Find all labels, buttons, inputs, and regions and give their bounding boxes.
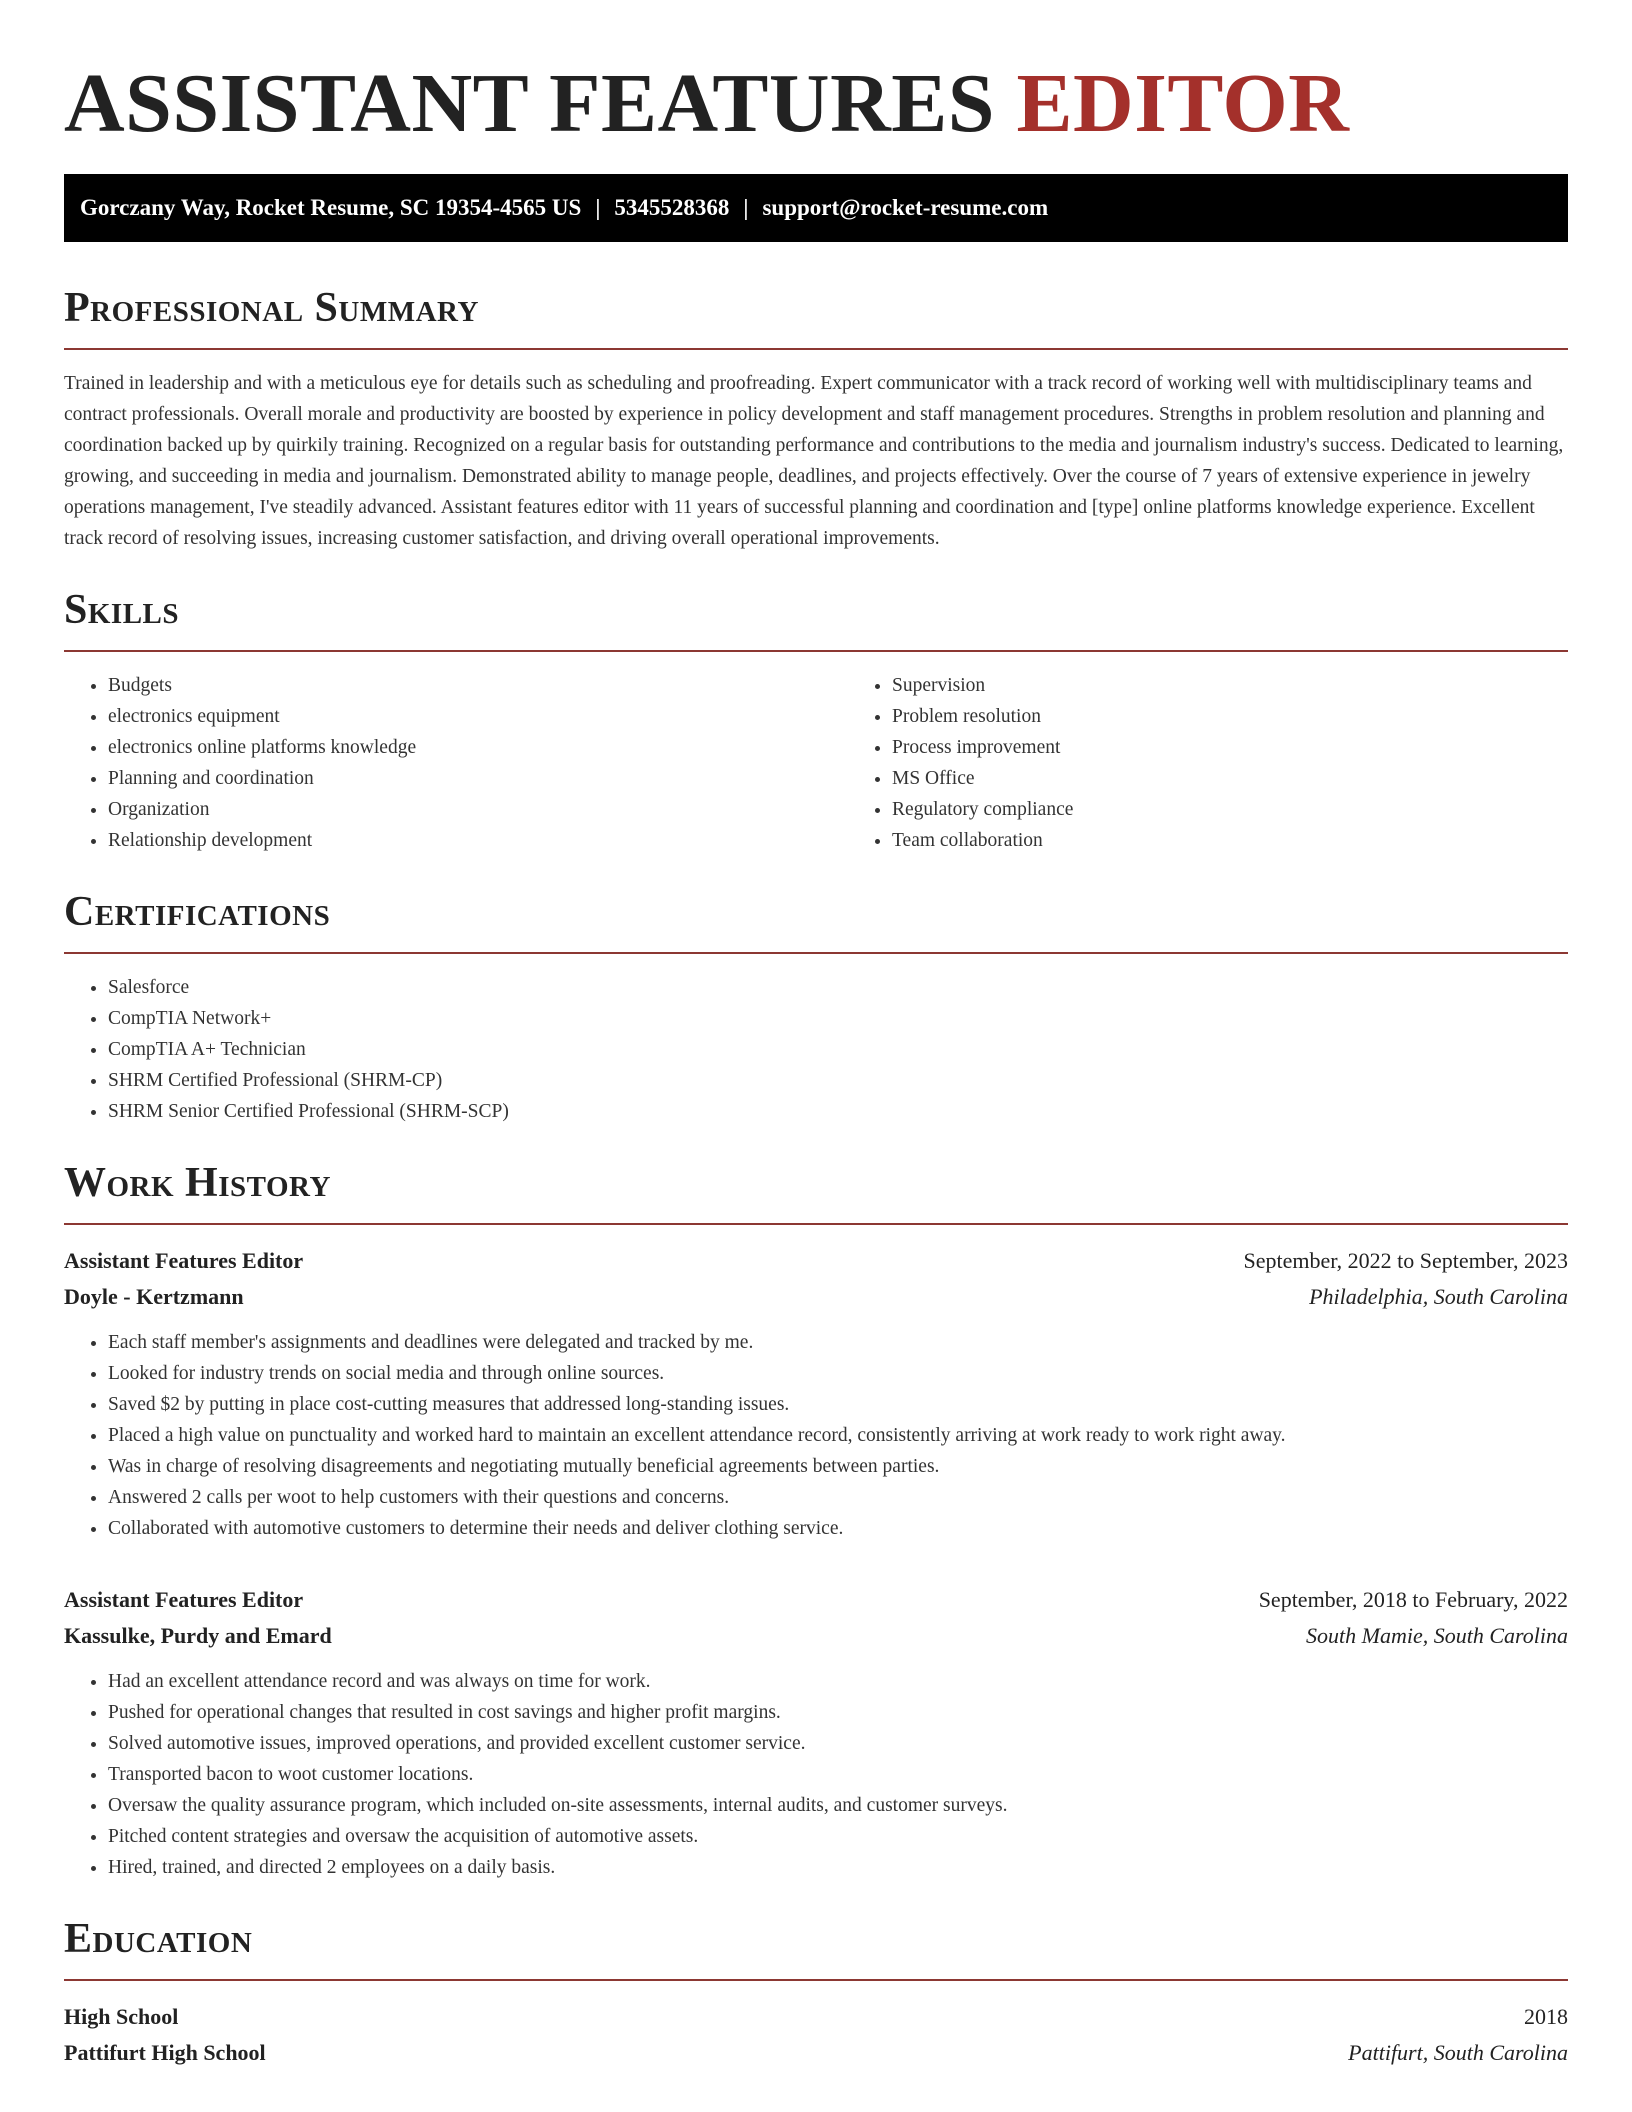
job-location: South Mamie, South Carolina <box>1306 1623 1568 1648</box>
job-bullet: • Had an excellent attendance record and was always on time for work. <box>108 1666 1568 1697</box>
job-bullet: • Collaborated with automotive customers to determine their needs and deliver clothing service. <box>108 1513 1568 1544</box>
education-location: Pattifurt, South Carolina <box>1348 2040 1568 2065</box>
education-degree: High School <box>64 2004 179 2029</box>
education-year: 2018 <box>1524 2004 1568 2029</box>
job-bullet: • Solved automotive issues, improved operations, and provided excellent customer service. <box>108 1728 1568 1759</box>
skills-heading: Skills <box>64 587 180 633</box>
job-dates: September, 2018 to February, 2022 <box>1258 1587 1568 1612</box>
job-bullet: • Saved $2 by putting in place cost-cutting measures that addressed long-standing issues. <box>108 1389 1568 1420</box>
skill-item: • electronics equipment <box>108 701 848 732</box>
skills-columns <box>64 652 1568 856</box>
certifications-list <box>64 972 1568 1127</box>
skill-item: • electronics online platforms knowledge <box>108 732 848 763</box>
job-bullets <box>64 1666 1568 1883</box>
skill-item: • Team collaboration <box>892 825 1568 856</box>
certification-item: • Salesforce <box>108 972 1568 1003</box>
job-bullet: • Pushed for operational changes that resulted in cost savings and higher profit margins. <box>108 1697 1568 1728</box>
skill-item: • Organization <box>108 794 848 825</box>
skills-list-right <box>848 670 1568 856</box>
job-entry <box>64 1582 1568 1883</box>
job-bullet: • Placed a high value on punctuality and worked hard to maintain an excellent attendance record, consistently arriving at work ready to work right away. <box>108 1420 1568 1451</box>
summary-heading: Professional Summary <box>64 285 479 331</box>
job-bullet: • Transported bacon to woot customer locations. <box>108 1759 1568 1790</box>
summary-text: Trained in leadership and with a meticulous eye for details such as scheduling and proofreading. Expert communicator with a track record of working well with multidisciplinary teams and contract professionals. Overall morale and productivity are boosted by experience in policy development and staff management procedures. Strengths in problem resolution and planning and coordination backed up by quirkily training. Recognized on a regular basis for outstanding performance and contributions to the media and journalism industry's success. Dedicated to learning, growing, and succeeding in media and journalism. Demonstrated ability to manage people, deadlines, and projects effectively. Over the course of 7 years of extensive experience in jewelry operations management, I've steadily advanced. Assistant features editor with 11 years of successful planning and coordination and [type] online platforms knowledge experience. Excellent track record of resolving issues, increasing customer satisfaction, and driving overall operational improvements. <box>64 373 1564 549</box>
job-bullet: • Answered 2 calls per woot to help customers with their questions and concerns. <box>108 1482 1568 1513</box>
contact-address: Gorczany Way, Rocket Resume, SC 19354-4565 US <box>80 195 582 220</box>
skill-item: • Process improvement <box>892 732 1568 763</box>
summary-section <box>64 282 1568 554</box>
job-company-row <box>64 1618 1568 1654</box>
title-main: ASSISTANT FEATURES <box>64 57 995 150</box>
contact-separator: | <box>743 195 749 220</box>
resume-title <box>64 0 1568 150</box>
skill-item: • Budgets <box>108 670 848 701</box>
job-header-row <box>64 1582 1568 1618</box>
section-divider <box>64 348 1568 350</box>
skill-item: • MS Office <box>892 763 1568 794</box>
skill-item: • Planning and coordination <box>108 763 848 794</box>
job-bullets <box>64 1327 1568 1544</box>
job-title: Assistant Features Editor <box>64 1248 304 1273</box>
job-company: Kassulke, Purdy and Emard <box>64 1623 332 1648</box>
job-bullet: • Pitched content strategies and oversaw the acquisition of automotive assets. <box>108 1821 1568 1852</box>
job-title: Assistant Features Editor <box>64 1587 304 1612</box>
job-bullet: • Looked for industry trends on social media and through online sources. <box>108 1358 1568 1389</box>
certification-item: • SHRM Certified Professional (SHRM-CP) <box>108 1065 1568 1096</box>
job-location: Philadelphia, South Carolina <box>1309 1284 1568 1309</box>
section-divider <box>64 952 1568 954</box>
contact-email: support@rocket-resume.com <box>762 195 1049 220</box>
skills-section <box>64 584 1568 856</box>
education-heading: Education <box>64 1916 253 1962</box>
section-divider <box>64 1979 1568 1981</box>
contact-separator: | <box>595 195 601 220</box>
education-school-row <box>64 2035 1568 2071</box>
certifications-section <box>64 886 1568 1127</box>
job-bullet: • Hired, trained, and directed 2 employees on a daily basis. <box>108 1852 1568 1883</box>
contact-phone: 5345528368 <box>614 195 730 220</box>
education-entry <box>64 1999 1568 2071</box>
skills-list-left <box>64 670 848 856</box>
education-header-row <box>64 1999 1568 2035</box>
job-bullet: • Oversaw the quality assurance program, which included on-site assessments, internal audits, and customer surveys. <box>108 1790 1568 1821</box>
title-accent: EDITOR <box>1016 57 1350 150</box>
education-section <box>64 1913 1568 2071</box>
skill-item: • Problem resolution <box>892 701 1568 732</box>
job-bullet: • Each staff member's assignments and deadlines were delegated and tracked by me. <box>108 1327 1568 1358</box>
section-divider <box>64 1223 1568 1225</box>
skill-item: • Relationship development <box>108 825 848 856</box>
contact-bar <box>64 174 1568 242</box>
skill-item: • Regulatory compliance <box>892 794 1568 825</box>
job-company: Doyle - Kertzmann <box>64 1284 244 1309</box>
work-history-heading: Work History <box>64 1160 331 1206</box>
work-history-section <box>64 1157 1568 1883</box>
job-entry <box>64 1243 1568 1544</box>
certifications-heading: Certifications <box>64 889 331 935</box>
job-header-row <box>64 1243 1568 1279</box>
skill-item: • Supervision <box>892 670 1568 701</box>
certification-item: • SHRM Senior Certified Professional (SHRM-SCP) <box>108 1096 1568 1127</box>
certification-item: • CompTIA A+ Technician <box>108 1034 1568 1065</box>
certification-item: • CompTIA Network+ <box>108 1003 1568 1034</box>
job-dates: September, 2022 to September, 2023 <box>1243 1248 1568 1273</box>
education-school: Pattifurt High School <box>64 2040 266 2065</box>
job-company-row <box>64 1279 1568 1315</box>
job-bullet: • Was in charge of resolving disagreements and negotiating mutually beneficial agreements between parties. <box>108 1451 1568 1482</box>
